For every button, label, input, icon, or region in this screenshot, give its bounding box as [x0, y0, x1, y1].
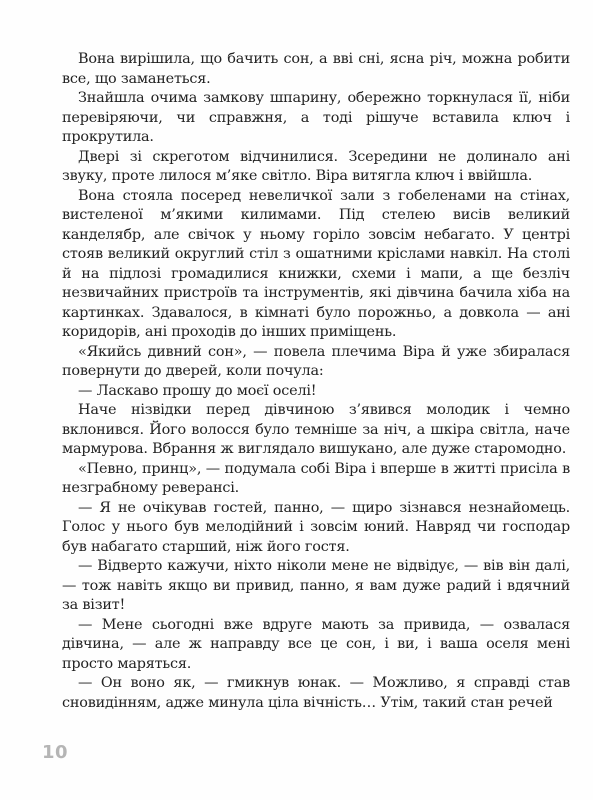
page-number: 10 — [42, 742, 69, 763]
paragraph: Двері зі скреготом відчинилися. Зсередини не долинало ані звуку, проте лилося м’яке світло. Віра витягла ключ і ввійшла. — [62, 148, 570, 184]
paragraph: — Відверто кажучи, ніхто ніколи мене не відвідує, — вів він далі, — тож навіть якщо ви привид, панно, я вам дуже радий і вдячний за візит! — [62, 558, 570, 613]
paragraph: — Он воно як, — гмикнув юнак. — Можливо, я справді став сновидінням, адже минула ціла вічність… Утім, такий стан речей — [62, 675, 570, 711]
paragraph: — Мене сьогодні вже вдруге мають за привида, — озвалася дівчина, — але ж направду все це сон, і ви, і ваша оселя мені просто маряться. — [62, 616, 570, 672]
paragraph: — Ласкаво прошу до моєї оселі! — [78, 382, 317, 399]
paragraph: «Певно, принц», — подумала собі Віра і вперше в житті присіла в незграбному реверансі. — [62, 460, 570, 496]
paragraph: Знайшла очима замкову шпарину, обережно торкнулася її, ніби перевіряючи, чи справжня, а тоді рішуче вставила ключ і прокрутила. — [62, 90, 570, 145]
paragraph: — Я не очікував гостей, панно, — щиро зізнався незнайомець. Голос у нього був мелодійний і зовсім юний. Навряд чи господар був набагато старший, ніж його гостя. — [62, 499, 570, 555]
paragraph: Вона вирішила, що бачить сон, а вві сні, ясна річ, можна робити все, що заманеться. — [62, 51, 570, 87]
paragraph: «Якийсь дивний сон», — повела плечима Віра й уже збиралася повернути до дверей, коли почула: — [62, 343, 570, 379]
page-text — [62, 50, 570, 713]
paragraph: Вона стояла посеред невеличкої зали з гобеленами на стінах, вистеленої м’якими килимами. Під стелею висів великий канделябр, але свічок у ньому горіло зовсім небагато. У центрі стояв великий округлий стіл з ошатними кріслами навкіл. На столі й на підлозі громадилися книжки, схеми і мапи, а ще безліч незвичайних пристроїв та інструментів, які дівчина бачила хіба на картинках. Здавалося, в кімнаті було порожньо, а довкола — ані коридорів, ані проходів до інших приміщень. — [62, 187, 570, 340]
paragraph: Наче нізвідки перед дівчиною з’явився молодик і чемно вклонився. Його волосся було темніше за ніч, а шкіра світла, наче мармурова. Вбрання ж виглядало вишукано, але дуже старомодно. — [62, 402, 570, 457]
